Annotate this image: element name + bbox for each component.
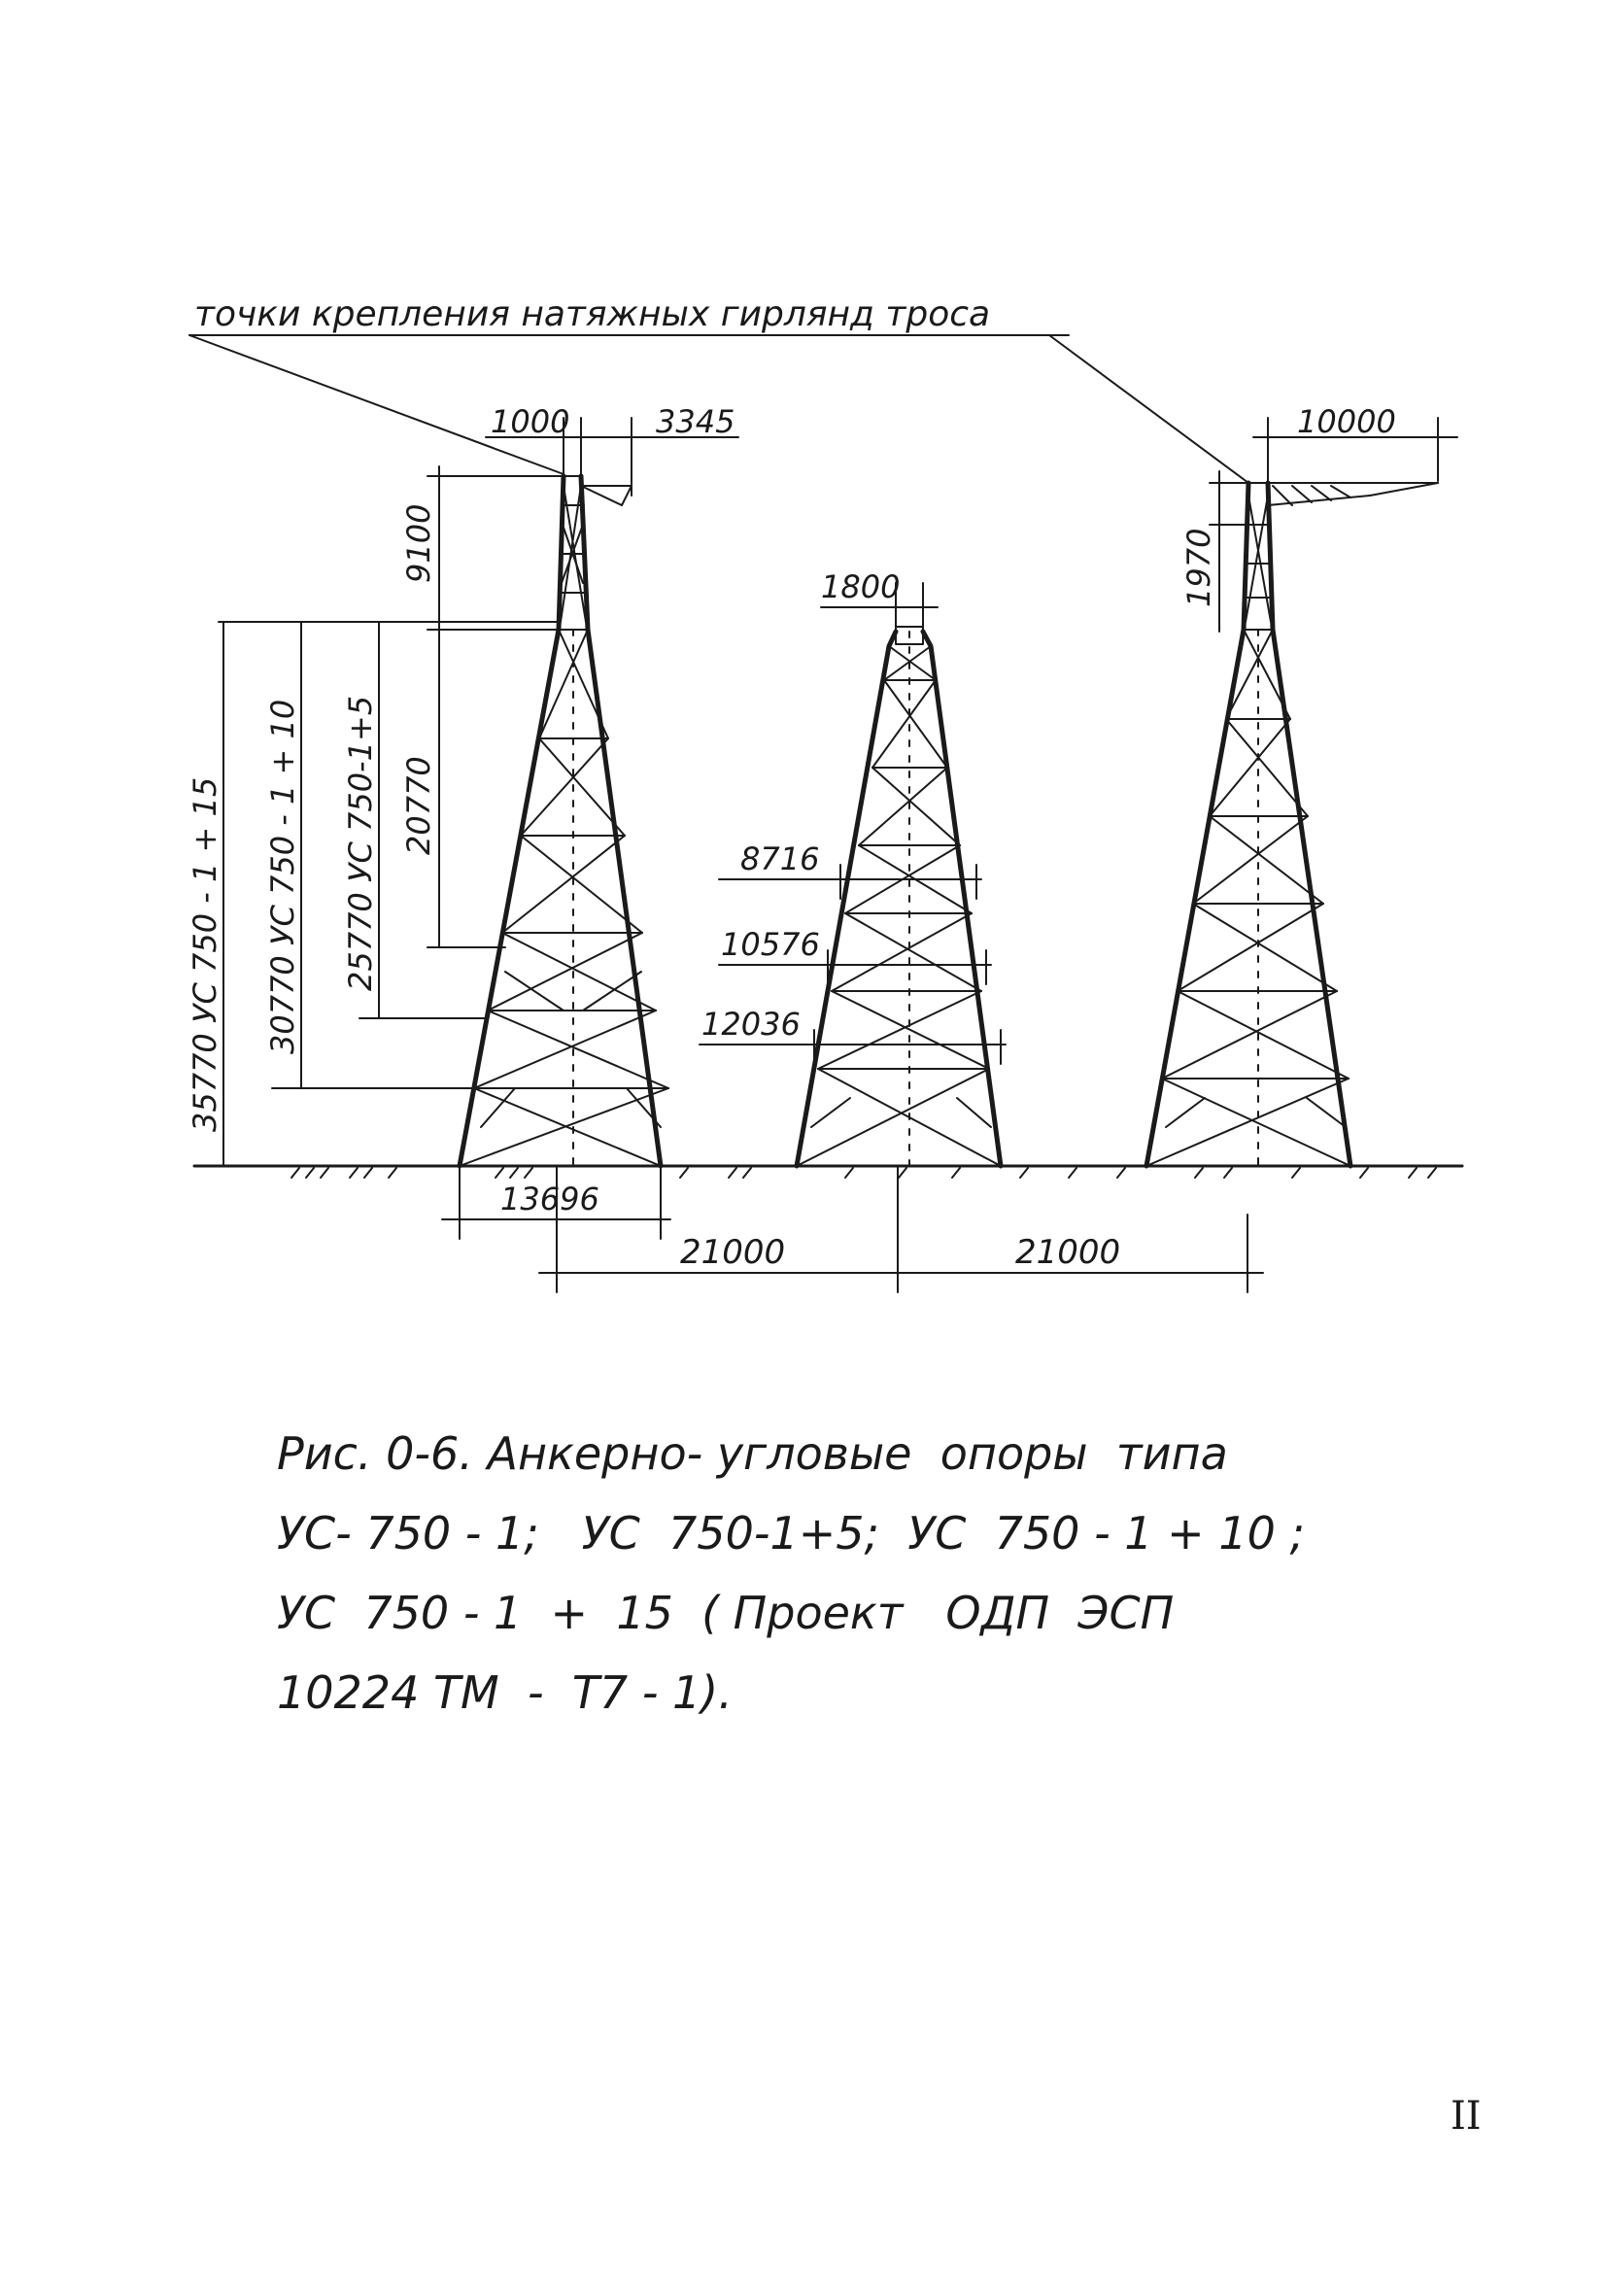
left-top-section-height: 9100 (400, 503, 437, 583)
spacing-right: 21000 (1015, 1233, 1121, 1272)
right-top-section-height: 1970 (1180, 528, 1217, 607)
attachment-note: точки крепления натяжных гирлянд троса (194, 294, 991, 334)
middle-level-1: 8716 (740, 840, 820, 877)
left-base-width: 13696 (500, 1181, 599, 1217)
left-height-label-2: 30770 УС 750 - 1 + 10 (264, 699, 301, 1054)
spacing-dimensions (539, 1166, 1263, 1292)
left-top-width: 1000 (491, 403, 570, 440)
caption-line-3: УС 750 - 1 + 15 ( Проект ОДП ЭСП (277, 1587, 1175, 1639)
page-number: II (1451, 2094, 1482, 2139)
figure-caption (277, 1414, 1443, 1732)
right-arm-length: 10000 (1297, 403, 1396, 440)
middle-level-3: 12036 (701, 1006, 801, 1043)
attachment-note-group (189, 294, 1248, 483)
caption-line-4: 10224 ТМ - Т7 - 1). (277, 1666, 733, 1719)
left-body-height: 20770 (400, 756, 437, 855)
caption-line-1: Рис. 0-6. Анкерно- угловые опоры типа (277, 1427, 1228, 1480)
spacing-left: 21000 (680, 1233, 786, 1272)
middle-top-width: 1800 (821, 568, 901, 605)
caption-line-2: УС- 750 - 1; УС 750-1+5; УС 750 - 1 + 10 ; (277, 1507, 1305, 1559)
middle-tower (797, 627, 1001, 1166)
leader-line-right (1049, 335, 1248, 483)
middle-level-2: 10576 (721, 926, 820, 963)
left-arm-length: 3345 (656, 403, 735, 440)
right-tower-dimensions (1180, 403, 1457, 632)
left-height-label-1: 35770 УС 750 - 1 + 15 (187, 776, 223, 1132)
middle-tower-dimensions (700, 568, 1006, 1064)
left-height-label-3: 25770 УС 750-1+5 (342, 695, 379, 991)
left-tower (460, 476, 668, 1166)
ground-line (194, 1166, 1462, 1178)
